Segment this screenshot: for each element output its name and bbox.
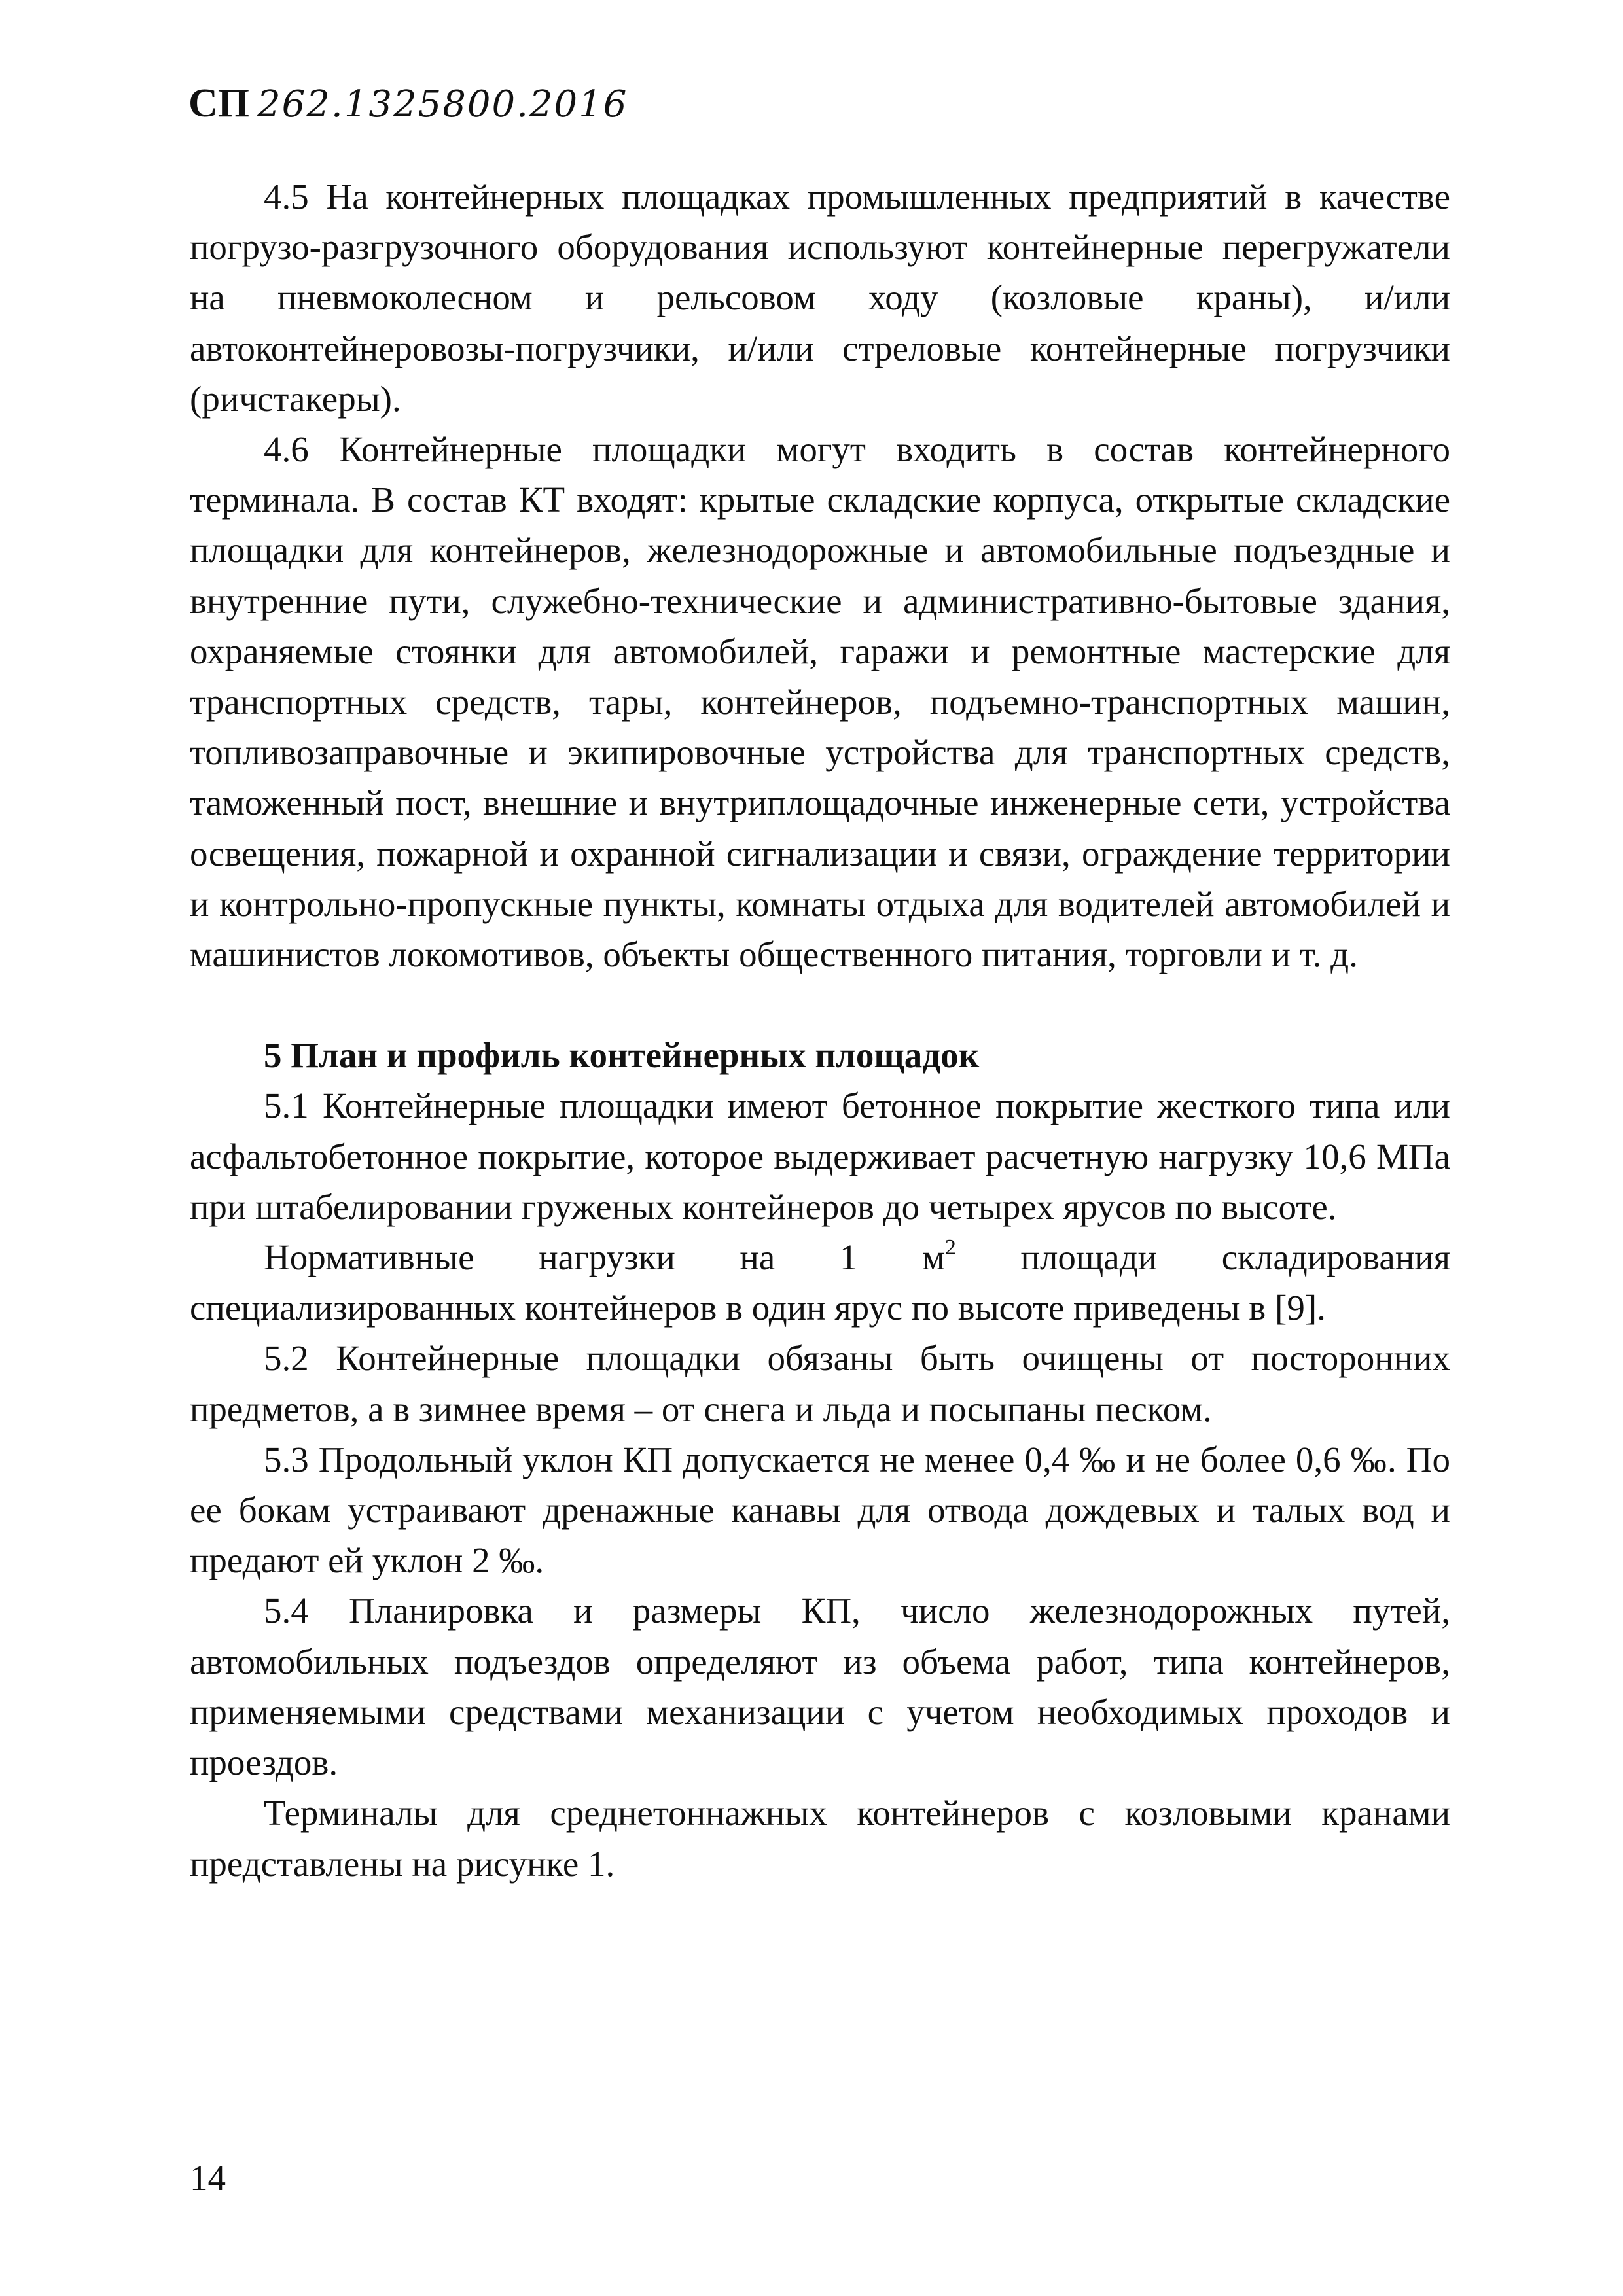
paragraph-4-5: 4.5 На контейнерных площадках промышленных предприятий в качестве погрузо-разгрузочного оборудования используют контейнерные перегружатели на пневмоколесном и рельсовом ходу (козловые краны), и/или автоконтейнеровозы-погрузчики, и/или стреловые контейнерные погрузчики (ричстакеры). — [190, 177, 1450, 419]
standard-prefix: СП — [188, 81, 249, 126]
paragraph-4-6: 4.6 Контейнерные площадки могут входить в состав контейнерного терминала. В состав КТ входят: крытые складские корпуса, открытые складские площадки для контейнеров, железнодорожные и автомобильные подъездные и внутренние пути, служебно-технические и административно-бытовые здания, охраняемые стоянки для автомобилей, гаражи и ремонтные мастерские для транспортных средств, тары, контейнеров, подъемно-транспортных машин, топливозаправочные и экипировочные устройства для транспортных средств, таможенный пост, внешние и внутриплощадочные инженерные сети, устройства освещения, пожарной и охранной сигнализации и связи, ограждение территории и контрольно-пропускные пункты, комнаты отдыха для водителей автомобилей и машинистов локомотивов, объекты общественного питания, торговли и т. д. — [190, 429, 1450, 975]
paragraph-5-4: 5.4 Планировка и размеры КП, число железнодорожных путей, автомобильных подъездов определяют из объема работ, типа контейнеров, применяемыми средствами механизации с учетом необходимых проходов и проездов. — [190, 1591, 1450, 1783]
page-body — [190, 171, 1450, 1889]
square-superscript: 2 — [944, 1235, 956, 1260]
paragraph-5-1: 5.1 Контейнерные площадки имеют бетонное покрытие жесткого типа или асфальтобетонное покрытие, которое выдерживает расчетную нагрузку 10,6 МПа при штабелировании груженых контейнеров до четырех ярусов по высоте. — [190, 1086, 1450, 1227]
section-5-heading: 5 План и профиль контейнерных площадок — [264, 1035, 980, 1076]
normative-loads-text-end: площади складирования специализированных контейнеров в один ярус по высоте приведены в [9]. — [190, 1237, 1450, 1328]
paragraph-5-2: 5.2 Контейнерные площадки обязаны быть очищены от посторонних предметов, а в зимнее время – от снега и льда и посыпаны песком. — [190, 1338, 1450, 1429]
paragraph-5-3: 5.3 Продольный уклон КП допускается не менее 0,4 ‰ и не более 0,6 ‰. По ее бокам устраивают дренажные канавы для отвода дождевых и талых вод и предают ей уклон 2 ‰. — [190, 1439, 1450, 1581]
document-header — [188, 77, 628, 131]
standard-code-handwritten: 262.1325800.2016 — [257, 83, 628, 126]
paragraph-normative-loads — [190, 1232, 1450, 1333]
paragraph-terminals: Терминалы для среднетоннажных контейнеров с козловыми кранами представлены на рисунке 1. — [190, 1793, 1450, 1884]
normative-loads-text-start: Нормативные нагрузки на 1 м — [264, 1237, 945, 1278]
page-number: 14 — [190, 2158, 226, 2198]
